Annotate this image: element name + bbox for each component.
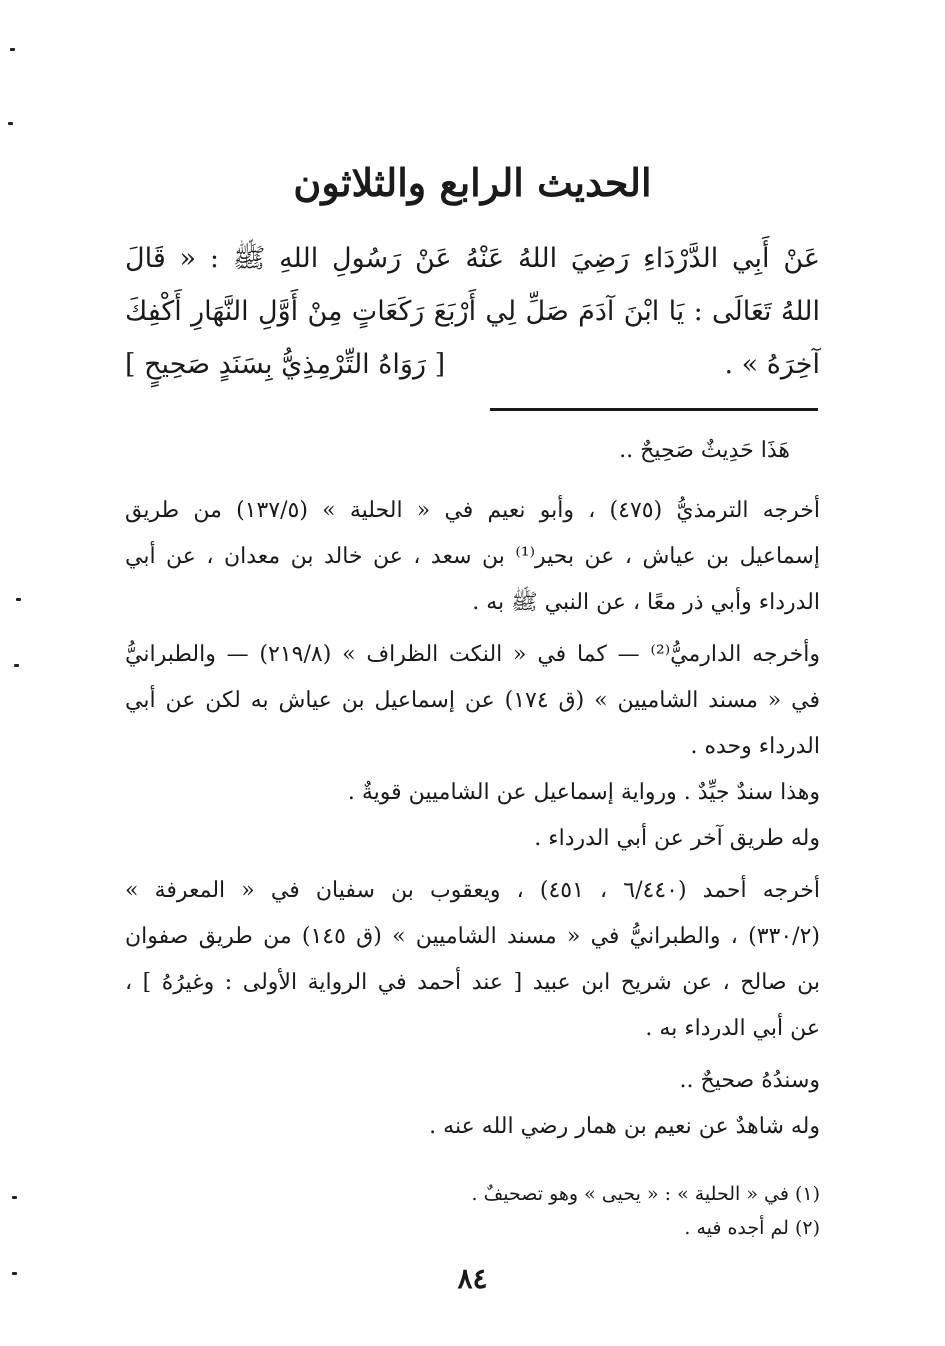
hadith-last-line xyxy=(125,338,820,391)
scan-mark xyxy=(8,122,13,125)
scan-mark xyxy=(12,1196,17,1199)
paragraph-1 xyxy=(125,488,820,626)
paragraph-line: بن صالح ، عن شريح ابن عبيد [ عند أحمد في الرواية الأولى : وغيرُهُ ] ، xyxy=(125,970,820,995)
paragraph-3 xyxy=(125,770,820,862)
verdict-line: هَذَا حَدِيثٌ صَحِيحٌ .. xyxy=(619,438,790,463)
paragraph-line: (٣٣٠/٢) ، والطبرانيُّ في « مسند الشاميين » (ق ١٤٥) من طريق صفوان xyxy=(125,924,820,949)
footnote-2: (٢) لم أجده فيه . xyxy=(684,1217,820,1239)
scan-mark xyxy=(16,598,21,601)
hadith-title: الحديث الرابع والثلاثون xyxy=(293,160,652,205)
footnote-1: (١) في « الحلية » : « يحيى » وهو تصحيفٌ . xyxy=(471,1183,820,1205)
paragraph-line: الدرداء وحده . xyxy=(690,734,820,759)
hadith-line: اللهُ تَعَالَى : يَا ابْنَ آدَمَ صَلِّ لِي أَرْبَعَ رَكَعَاتٍ مِنْ أَوَّلِ النَّهَارِ أَكْفِكَ xyxy=(125,296,820,327)
paragraph-line: وهذا سندٌ جيِّدٌ . ورواية إسماعيل عن الشاميين قويةٌ . xyxy=(347,780,820,805)
paragraph-line: أخرجه الترمذيُّ (٤٧٥) ، وأبو نعيم في « الحلية » (١٣٧/٥) من طريق xyxy=(125,498,820,523)
paragraph-line: أخرجه أحمد (٦/٤٤٠ ، ٤٥١) ، ويعقوب بن سفيان في « المعرفة » xyxy=(125,878,821,903)
scan-mark xyxy=(10,48,15,51)
scan-mark xyxy=(14,664,19,667)
hadith-text xyxy=(125,232,820,391)
paragraph-2 xyxy=(125,632,820,770)
paragraph-4 xyxy=(125,868,820,1052)
paragraph-line: إسماعيل بن عياش ، عن بحير⁽¹⁾ بن سعد ، عن خالد بن معدان ، عن أبي xyxy=(125,544,820,569)
paragraph-line: وله طريق آخر عن أبي الدرداء . xyxy=(534,826,820,851)
paragraph-5 xyxy=(125,1058,820,1150)
paragraph-line: الدرداء وأبي ذر معًا ، عن النبي ﷺ به . xyxy=(472,590,820,615)
hadith-line: عَنْ أَبِي الدَّرْدَاءِ رَضِيَ اللهُ عَنْهُ عَنْ رَسُولِ اللهِ ﷺ : « قَالَ xyxy=(125,243,820,274)
paragraph-line: في « مسند الشاميين » (ق ١٧٤) عن إسماعيل بن عياش به لكن عن أبي xyxy=(125,688,820,713)
page-number: ٨٤ xyxy=(457,1262,488,1295)
verdict xyxy=(125,428,820,474)
section-divider xyxy=(490,408,818,411)
paragraph-line: عن أبي الدرداء به . xyxy=(645,1016,820,1041)
paragraph-line: وله شاهدٌ عن نعيم بن همار رضي الله عنه . xyxy=(429,1114,820,1139)
paragraph-line: وسندُهُ صحيحٌ .. xyxy=(679,1068,820,1093)
paragraph-line: وأخرجه الدارميُّ⁽²⁾ — كما في « النكت الظراف » (٢١٩/٨) — والطبرانيُّ xyxy=(125,642,820,667)
hadith-line-end: آخِرَهُ » . xyxy=(724,349,820,380)
hadith-source: [ رَوَاهُ التِّرْمِذِيُّ بِسَنَدٍ صَحِيحٍ ] xyxy=(125,349,446,380)
